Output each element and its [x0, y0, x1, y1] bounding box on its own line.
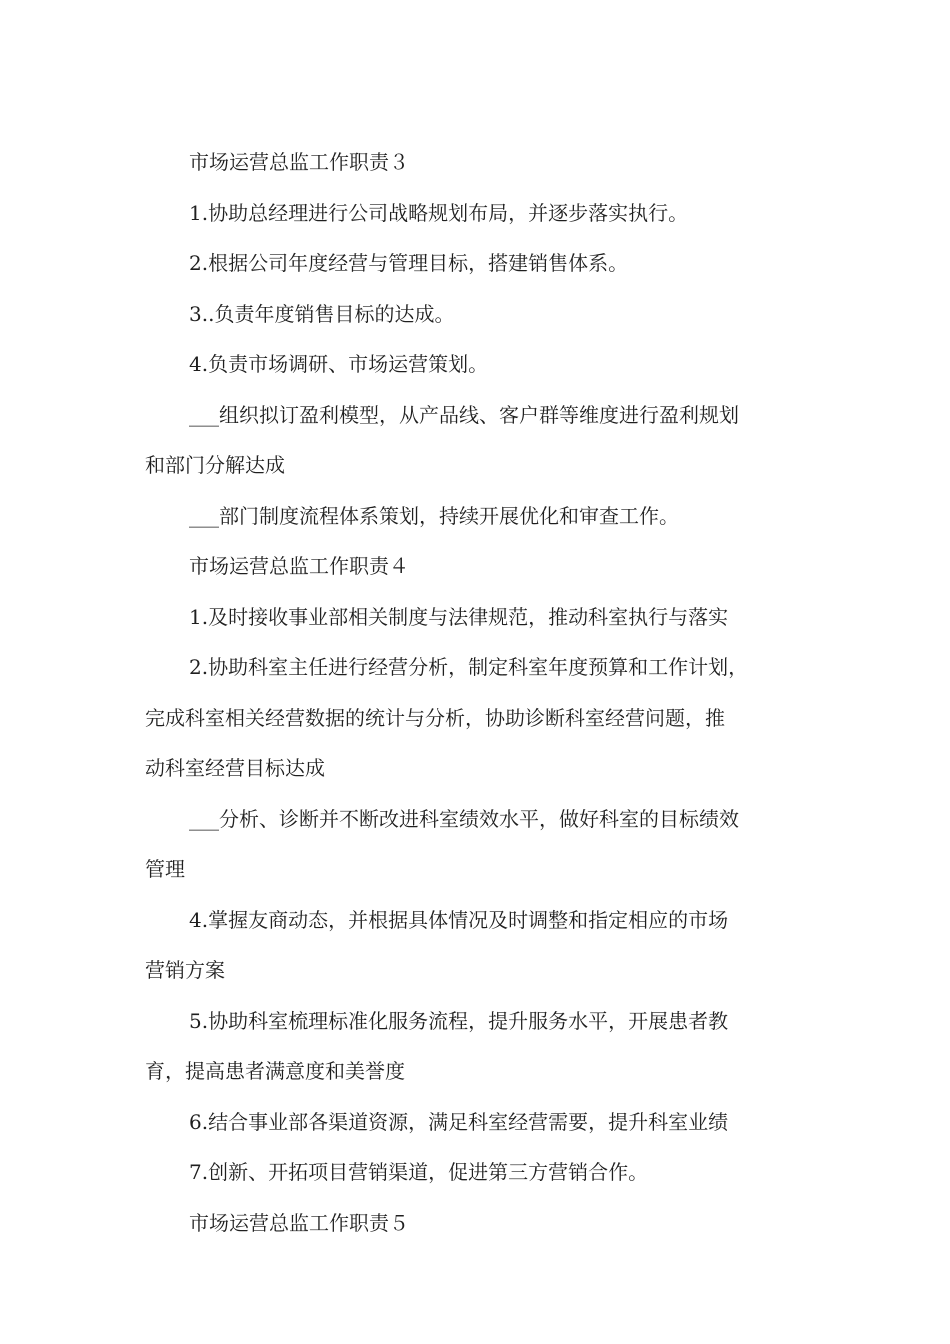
duty-item-4-5-line1: 5.协助科室梳理标准化服务流程，提升服务水平，开展患者教 — [189, 1008, 729, 1033]
duty-item-4-4-line1: 4.掌握友商动态，并根据具体情况及时调整和指定相应的市场 — [189, 907, 729, 932]
duty-item-4-2-line1: 2.协助科室主任进行经营分析，制定科室年度预算和工作计划， — [189, 655, 749, 679]
duty-item-4-5-line2: 育，提高患者满意度和美誉度 — [145, 1059, 405, 1083]
duty-item-3-1: 1.协助总经理进行公司战略规划布局，并逐步落实执行。 — [189, 200, 689, 225]
duty-item-4-2-line3: 动科室经营目标达成 — [145, 756, 325, 780]
section-heading-4: 市场运营总监工作职责４ — [189, 554, 409, 578]
section-heading-5: 市场运营总监工作职责５ — [189, 1210, 409, 1235]
document-body — [145, 137, 815, 1248]
section-heading-3: 市场运营总监工作职责３ — [189, 150, 409, 174]
duty-item-3-3: 3..负责年度销售目标的达成。 — [189, 301, 455, 326]
duty-item-4-2-line2: 完成科室相关经营数据的统计与分析，协助诊断科室经营问题，推 — [145, 705, 725, 730]
duty-item-3-5-line2: 和部门分解达成 — [145, 453, 285, 477]
duty-item-4-6: 6.结合事业部各渠道资源，满足科室经营需要，提升科室业绩 — [189, 1109, 729, 1134]
duty-item-4-1: 1.及时接收事业部相关制度与法律规范，推动科室执行与落实 — [189, 604, 729, 629]
duty-item-4-4-line2: 营销方案 — [145, 958, 225, 982]
duty-item-3-4: 4.负责市场调研、市场运营策划。 — [189, 352, 489, 376]
duty-item-3-2: 2.根据公司年度经营与管理目标，搭建销售体系。 — [189, 251, 629, 275]
duty-item-3-5-line1: ___组织拟订盈利模型，从产品线、客户群等维度进行盈利规划 — [189, 402, 739, 427]
duty-item-3-6: ___部门制度流程体系策划，持续开展优化和审查工作。 — [189, 503, 679, 528]
duty-item-4-7: 7.创新、开拓项目营销渠道，促进第三方营销合作。 — [189, 1160, 649, 1184]
duty-item-4-3-line1: ___分析、诊断并不断改进科室绩效水平，做好科室的目标绩效 — [189, 806, 739, 831]
duty-item-4-3-line2: 管理 — [145, 857, 185, 881]
